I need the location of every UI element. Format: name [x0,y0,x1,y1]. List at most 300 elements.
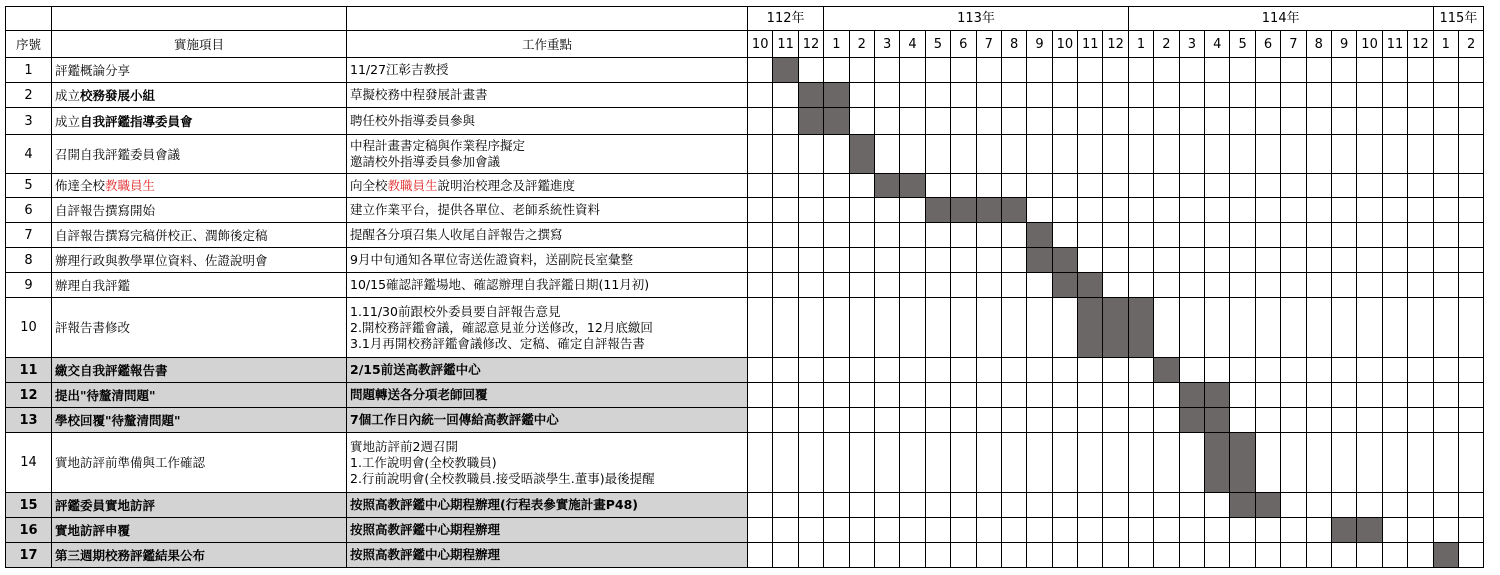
gantt-empty-cell [951,518,976,543]
gantt-empty-cell [773,108,798,135]
gantt-empty-cell [951,83,976,108]
text-segment: 邀請校外指導委員參加會議 [350,154,501,169]
task-focus [347,273,748,298]
gantt-empty-cell [1433,58,1458,83]
gantt-empty-cell [1306,135,1331,174]
gantt-empty-cell [773,358,798,383]
gantt-empty-cell [874,493,899,518]
gantt-empty-cell [1306,383,1331,408]
gantt-empty-cell [748,248,773,273]
gantt-empty-cell [1382,408,1407,433]
task-number: 8 [6,248,52,273]
month-header-29: 2 [1458,31,1483,58]
gantt-empty-cell [1078,223,1103,248]
focus-line [350,455,747,471]
gantt-empty-cell [874,58,899,83]
gantt-empty-cell [1382,543,1407,568]
gantt-empty-cell [1078,408,1103,433]
year-header-row [6,7,1484,31]
task-item [52,543,347,568]
gantt-empty-cell [1357,273,1382,298]
gantt-empty-cell [925,223,950,248]
gantt-empty-cell [1154,493,1179,518]
gantt-empty-cell [849,198,874,223]
gantt-empty-cell [1179,358,1204,383]
gantt-bar-cell [824,108,849,135]
task-item [52,433,347,493]
month-header-18: 3 [1179,31,1204,58]
task-number: 16 [6,518,52,543]
gantt-empty-cell [1255,433,1280,493]
gantt-empty-cell [976,58,1001,83]
gantt-empty-cell [1001,383,1026,408]
gantt-empty-cell [1027,408,1052,433]
gantt-empty-cell [1078,198,1103,223]
gantt-empty-cell [1306,223,1331,248]
gantt-empty-cell [1230,273,1255,298]
gantt-empty-cell [900,358,925,383]
text-segment: 教職員生 [387,177,438,193]
gantt-empty-cell [1154,58,1179,83]
gantt-empty-cell [1433,135,1458,174]
gantt-bar-cell [1027,248,1052,273]
task-row [6,248,1484,273]
gantt-empty-cell [1128,83,1153,108]
gantt-empty-cell [1357,358,1382,383]
task-item [52,248,347,273]
gantt-empty-cell [900,273,925,298]
gantt-empty-cell [1205,298,1230,358]
gantt-empty-cell [925,298,950,358]
year-header-1: 112年 [748,7,824,31]
gantt-bar-cell [1103,298,1128,358]
gantt-empty-cell [951,298,976,358]
gantt-empty-cell [1331,273,1356,298]
gantt-empty-cell [1103,408,1128,433]
gantt-empty-cell [900,223,925,248]
gantt-empty-cell [1154,518,1179,543]
gantt-empty-cell [1078,135,1103,174]
task-row [6,174,1484,198]
gantt-empty-cell [1128,408,1153,433]
gantt-empty-cell [748,83,773,108]
gantt-empty-cell [1052,543,1077,568]
gantt-empty-cell [1078,518,1103,543]
gantt-bar-cell [824,83,849,108]
gantt-empty-cell [976,273,1001,298]
gantt-empty-cell [1306,174,1331,198]
month-header-19: 4 [1205,31,1230,58]
text-segment: 1.11/30前跟校外委員要自評報告意見 [350,303,561,319]
gantt-empty-cell [1255,358,1280,383]
gantt-empty-cell [1230,248,1255,273]
gantt-empty-cell [1052,518,1077,543]
gantt-empty-cell [1128,493,1153,518]
text-segment: 繳交自我評鑑報告書 [55,362,168,378]
focus-line [350,522,747,538]
gantt-empty-cell [1230,58,1255,83]
gantt-empty-cell [1179,518,1204,543]
gantt-empty-cell [1281,223,1306,248]
gantt-empty-cell [951,248,976,273]
gantt-empty-cell [1408,135,1433,174]
gantt-empty-cell [900,518,925,543]
gantt-empty-cell [1179,223,1204,248]
text-segment: 說明治校理念及評鑑進度 [437,177,576,193]
gantt-empty-cell [1408,383,1433,408]
gantt-empty-cell [1230,135,1255,174]
gantt-empty-cell [748,433,773,493]
gantt-empty-cell [1382,273,1407,298]
gantt-empty-cell [925,108,950,135]
gantt-empty-cell [1281,273,1306,298]
gantt-empty-cell [1052,298,1077,358]
month-header-4: 1 [824,31,849,58]
gantt-empty-cell [1408,198,1433,223]
gantt-bar-cell [1205,383,1230,408]
month-header-2: 11 [773,31,798,58]
gantt-empty-cell [1179,135,1204,174]
gantt-empty-cell [849,273,874,298]
gantt-empty-cell [874,198,899,223]
gantt-empty-cell [1205,135,1230,174]
gantt-empty-cell [1128,223,1153,248]
gantt-empty-cell [1078,83,1103,108]
gantt-empty-cell [1052,223,1077,248]
gantt-empty-cell [1205,358,1230,383]
gantt-empty-cell [798,273,823,298]
gantt-empty-cell [824,408,849,433]
gantt-empty-cell [874,135,899,174]
gantt-empty-cell [1230,83,1255,108]
gantt-bar-cell [874,174,899,198]
gantt-empty-cell [1433,273,1458,298]
gantt-empty-cell [1078,543,1103,568]
gantt-empty-cell [1255,108,1280,135]
task-row [6,108,1484,135]
gantt-empty-cell [798,223,823,248]
gantt-empty-cell [900,198,925,223]
gantt-empty-cell [1154,108,1179,135]
focus-line [350,202,747,218]
gantt-empty-cell [798,174,823,198]
gantt-empty-cell [1357,58,1382,83]
gantt-empty-cell [1128,518,1153,543]
focus-line [350,87,747,103]
gantt-empty-cell [1306,408,1331,433]
gantt-empty-cell [1433,174,1458,198]
gantt-empty-cell [1382,518,1407,543]
gantt-empty-cell [1027,298,1052,358]
gantt-empty-cell [1052,135,1077,174]
gantt-empty-cell [1433,108,1458,135]
gantt-empty-cell [748,408,773,433]
text-segment: 向全校 [350,177,388,193]
gantt-empty-cell [849,83,874,108]
text-segment: 2.開校務評鑑會議，確認意見並分送修改，12月底繳回 [350,319,653,335]
gantt-empty-cell [900,543,925,568]
gantt-empty-cell [1408,543,1433,568]
gantt-empty-cell [1281,198,1306,223]
task-item [52,358,347,383]
gantt-empty-cell [1382,223,1407,248]
gantt-empty-cell [1103,83,1128,108]
month-header-15: 12 [1103,31,1128,58]
task-focus [347,383,748,408]
gantt-empty-cell [798,543,823,568]
gantt-empty-cell [1179,108,1204,135]
task-number: 17 [6,543,52,568]
gantt-empty-cell [1001,493,1026,518]
gantt-empty-cell [1103,273,1128,298]
focus-line [350,154,747,170]
gantt-empty-cell [849,108,874,135]
gantt-empty-cell [1001,518,1026,543]
gantt-empty-cell [1205,248,1230,273]
text-segment: 第三週期校務評鑑結果公布 [55,547,206,563]
gantt-empty-cell [1154,543,1179,568]
task-row [6,135,1484,174]
gantt-empty-cell [1408,83,1433,108]
gantt-empty-cell [849,248,874,273]
task-number: 3 [6,108,52,135]
gantt-empty-cell [1052,493,1077,518]
gantt-table [5,6,1484,568]
task-number: 13 [6,408,52,433]
gantt-empty-cell [1357,383,1382,408]
text-segment: 自評報告撰寫開始 [55,202,156,218]
gantt-empty-cell [925,433,950,493]
task-focus [347,83,748,108]
gantt-empty-cell [1331,433,1356,493]
gantt-empty-cell [1128,108,1153,135]
gantt-empty-cell [748,198,773,223]
gantt-empty-cell [1205,108,1230,135]
task-number: 12 [6,383,52,408]
gantt-schedule [5,6,1484,568]
gantt-empty-cell [1103,433,1128,493]
gantt-empty-cell [1458,248,1483,273]
gantt-empty-cell [1230,518,1255,543]
gantt-empty-cell [951,493,976,518]
gantt-empty-cell [824,248,849,273]
gantt-empty-cell [773,543,798,568]
gantt-empty-cell [824,223,849,248]
gantt-empty-cell [874,83,899,108]
gantt-empty-cell [1408,273,1433,298]
gantt-empty-cell [874,273,899,298]
text-segment: 中程計畫書定稿與作業程序擬定 [350,138,526,153]
gantt-empty-cell [1331,358,1356,383]
text-segment: 實地訪評前2週召開 [350,438,458,454]
gantt-empty-cell [976,358,1001,383]
gantt-empty-cell [1382,248,1407,273]
gantt-empty-cell [748,223,773,248]
gantt-empty-cell [1382,83,1407,108]
gantt-empty-cell [773,223,798,248]
gantt-empty-cell [748,383,773,408]
gantt-empty-cell [951,383,976,408]
gantt-empty-cell [976,518,1001,543]
gantt-empty-cell [1281,358,1306,383]
gantt-empty-cell [1179,174,1204,198]
gantt-empty-cell [1128,248,1153,273]
gantt-empty-cell [798,298,823,358]
task-focus [347,408,748,433]
gantt-empty-cell [849,518,874,543]
gantt-empty-cell [1205,198,1230,223]
gantt-bar-cell [1001,198,1026,223]
gantt-empty-cell [1001,248,1026,273]
gantt-empty-cell [1255,223,1280,248]
gantt-empty-cell [1357,198,1382,223]
gantt-empty-cell [976,83,1001,108]
gantt-empty-cell [1357,248,1382,273]
gantt-empty-cell [1382,383,1407,408]
gantt-empty-cell [900,248,925,273]
gantt-empty-cell [1433,493,1458,518]
gantt-empty-cell [1255,135,1280,174]
gantt-empty-cell [1458,273,1483,298]
text-segment: 評鑑委員實地訪評 [55,497,156,513]
gantt-empty-cell [1408,518,1433,543]
task-number: 14 [6,433,52,493]
gantt-empty-cell [900,433,925,493]
gantt-empty-cell [798,408,823,433]
gantt-empty-cell [798,198,823,223]
gantt-empty-cell [1001,433,1026,493]
focus-line [350,252,747,268]
focus-line [350,412,747,428]
gantt-empty-cell [925,58,950,83]
gantt-empty-cell [1255,383,1280,408]
gantt-empty-cell [1357,108,1382,135]
gantt-empty-cell [1331,543,1356,568]
gantt-empty-cell [976,383,1001,408]
focus-line [350,387,747,403]
gantt-empty-cell [1382,108,1407,135]
gantt-empty-cell [951,223,976,248]
gantt-empty-cell [1458,135,1483,174]
gantt-empty-cell [1103,174,1128,198]
task-item [52,174,347,198]
gantt-empty-cell [1205,223,1230,248]
gantt-empty-cell [798,518,823,543]
text-segment: 成立 [55,113,81,129]
gantt-empty-cell [1205,83,1230,108]
text-segment: 11/27江彰吉教授 [350,62,449,77]
gantt-empty-cell [925,518,950,543]
month-header-10: 7 [976,31,1001,58]
gantt-empty-cell [951,108,976,135]
gantt-empty-cell [1306,358,1331,383]
gantt-bar-cell [1230,493,1255,518]
gantt-empty-cell [1331,174,1356,198]
gantt-empty-cell [1458,108,1483,135]
focus-line [350,362,747,378]
gantt-empty-cell [1103,198,1128,223]
month-header-17: 2 [1154,31,1179,58]
gantt-empty-cell [1230,383,1255,408]
gantt-empty-cell [1357,543,1382,568]
text-segment: 提出"待釐清問題" [55,387,156,403]
gantt-bar-cell [1154,358,1179,383]
gantt-empty-cell [1433,518,1458,543]
gantt-empty-cell [1458,83,1483,108]
gantt-empty-cell [1001,223,1026,248]
gantt-empty-cell [748,493,773,518]
gantt-empty-cell [1001,108,1026,135]
text-segment: 召開自我評鑑委員會議 [55,146,181,162]
month-header-13: 10 [1052,31,1077,58]
gantt-empty-cell [900,383,925,408]
gantt-empty-cell [1052,408,1077,433]
gantt-empty-cell [1357,223,1382,248]
gantt-empty-cell [824,273,849,298]
task-number: 1 [6,58,52,83]
gantt-empty-cell [925,408,950,433]
header-blank-focus [347,7,748,31]
task-focus [347,248,748,273]
task-focus [347,223,748,248]
gantt-empty-cell [1458,433,1483,493]
year-header-2: 113年 [824,7,1129,31]
text-segment: 實地訪評申覆 [55,522,131,538]
gantt-empty-cell [1408,493,1433,518]
gantt-empty-cell [1408,58,1433,83]
gantt-empty-cell [773,273,798,298]
gantt-empty-cell [1230,223,1255,248]
gantt-empty-cell [773,83,798,108]
text-segment: 自評報告撰寫完稿併校正、潤飾後定稿 [55,227,268,243]
text-segment: 評報告書修改 [55,320,131,335]
gantt-empty-cell [1331,198,1356,223]
gantt-empty-cell [976,493,1001,518]
gantt-empty-cell [1281,518,1306,543]
gantt-empty-cell [1027,383,1052,408]
gantt-empty-cell [1331,493,1356,518]
gantt-empty-cell [976,543,1001,568]
month-header-23: 8 [1306,31,1331,58]
text-segment: 3.1月再開校務評鑑會議修改、定稿、確定自評報告書 [350,335,645,351]
task-number: 10 [6,298,52,358]
task-number: 11 [6,358,52,383]
gantt-empty-cell [1408,108,1433,135]
focus-line [350,471,747,487]
gantt-empty-cell [1306,518,1331,543]
gantt-empty-cell [1382,433,1407,493]
gantt-empty-cell [1306,273,1331,298]
gantt-empty-cell [874,108,899,135]
gantt-empty-cell [1433,223,1458,248]
gantt-empty-cell [748,135,773,174]
gantt-bar-cell [1078,298,1103,358]
gantt-empty-cell [976,108,1001,135]
gantt-empty-cell [1306,493,1331,518]
gantt-bar-cell [951,198,976,223]
text-segment: 提醒各分項召集人收尾自評報告之撰寫 [350,227,563,242]
gantt-empty-cell [1027,493,1052,518]
gantt-empty-cell [1103,493,1128,518]
focus-line [350,547,747,563]
gantt-empty-cell [900,135,925,174]
month-header-3: 12 [798,31,823,58]
gantt-empty-cell [1179,198,1204,223]
gantt-empty-cell [1027,135,1052,174]
task-item [52,108,347,135]
gantt-empty-cell [798,135,823,174]
gantt-empty-cell [925,248,950,273]
